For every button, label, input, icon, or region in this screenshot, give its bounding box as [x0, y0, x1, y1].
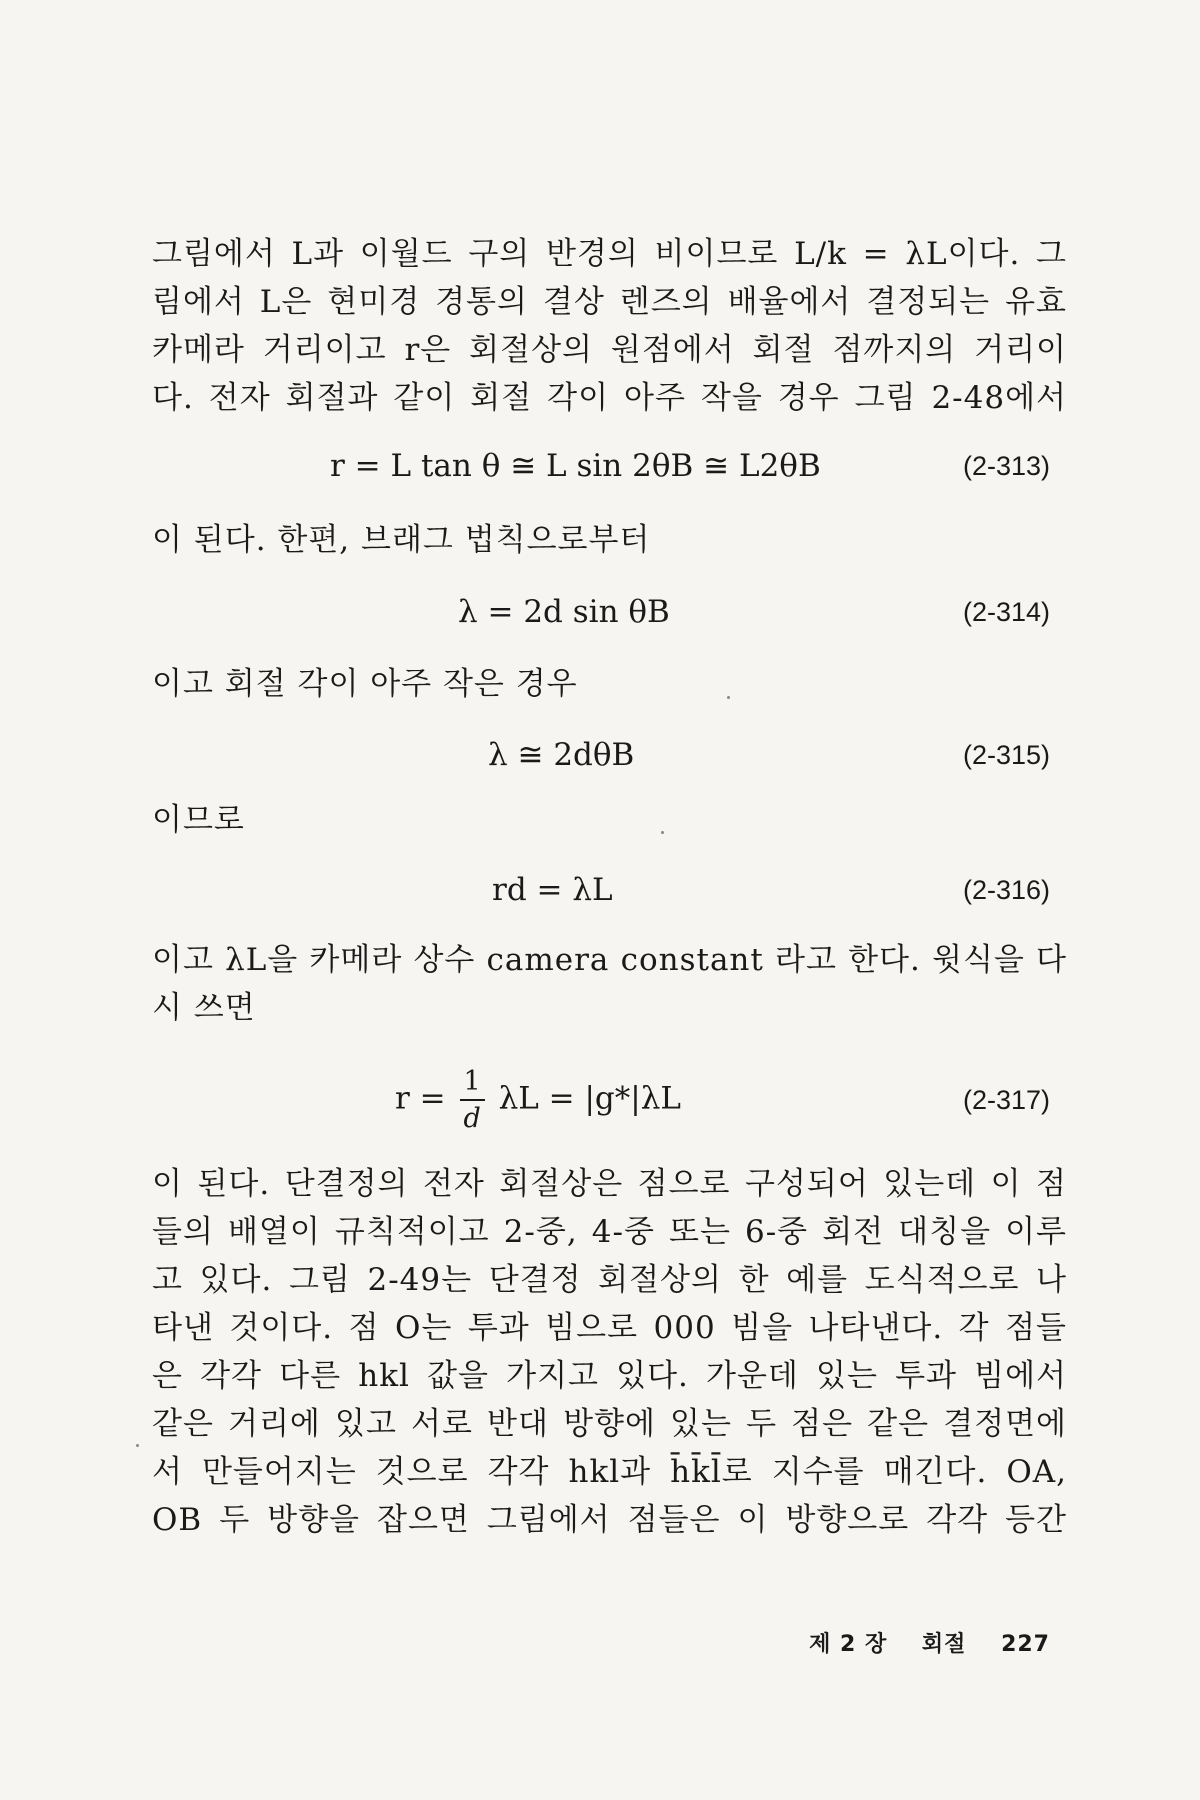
fraction — [460, 1068, 485, 1132]
paragraph-6 — [152, 1160, 1067, 1544]
text-line: 타낸 것이다. 점 O는 투과 빔으로 000 빔을 나타낸다. 각 점들 — [152, 1310, 1067, 1346]
text-line: 카메라 거리이고 r은 회절상의 원점에서 회절 점까지의 거리이 — [152, 332, 1067, 368]
equation-number: (2-315) — [962, 740, 1050, 770]
fraction-denominator: d — [463, 1103, 481, 1134]
page-footer — [809, 1627, 1050, 1658]
text-line: 다. 전자 회절과 같이 회절 각이 아주 작을 경우 그림 2-48에서 — [152, 380, 1067, 416]
scan-speck — [136, 1444, 139, 1447]
paragraph-5 — [152, 936, 1067, 1032]
text-line: 이고 λL을 카메라 상수 camera constant 라고 한다. 윗식을 다 — [152, 942, 1067, 978]
equation-2-314: λ = 2d sin θB — [458, 594, 670, 630]
text-line: 시 쓰면 — [152, 990, 256, 1026]
text-line: 서 만들어지는 것으로 각각 hkl과 h̄k̄l̄로 지수를 매긴다. OA, — [152, 1454, 1067, 1490]
paragraph-4 — [152, 796, 1067, 844]
paragraph-1 — [152, 230, 1067, 422]
equation-rhs: λL = |g*|λL — [498, 1080, 681, 1117]
text-line: 이 된다. 단결정의 전자 회절상은 점으로 구성되어 있는데 이 점 — [152, 1166, 1067, 1202]
text-line: 림에서 L은 현미경 경통의 결상 렌즈의 배율에서 결정되는 유효 — [152, 284, 1067, 320]
equation-2-316: rd = λL — [492, 872, 613, 908]
equation-number: (2-314) — [962, 597, 1050, 627]
page-number: 227 — [1001, 1632, 1050, 1657]
text-line: 들의 배열이 규칙적이고 2-중, 4-중 또는 6-중 회전 대칭을 이루 — [152, 1214, 1067, 1250]
equation-number: (2-313) — [962, 451, 1050, 481]
text-line: 고 있다. 그림 2-49는 단결정 회절상의 한 예를 도식적으로 나 — [152, 1262, 1067, 1298]
fraction-numerator: 1 — [460, 1068, 485, 1101]
section-label: 회절 — [921, 1632, 967, 1657]
equation-number: (2-316) — [962, 875, 1050, 905]
paragraph-3 — [152, 660, 1067, 708]
text-line: 이고 회절 각이 아주 작은 경우 — [152, 666, 578, 702]
text-line: 이므로 — [152, 802, 245, 838]
text-line: 은 각각 다른 hkl 값을 가지고 있다. 가운데 있는 투과 빔에서 — [152, 1358, 1067, 1394]
equation-2-315: λ ≅ 2dθB — [488, 737, 635, 773]
text-line: 그림에서 L과 이월드 구의 반경의 비이므로 L/k = λL이다. 그 — [152, 236, 1067, 272]
scan-speck — [661, 831, 664, 834]
paragraph-2 — [152, 516, 1067, 564]
equation-number: (2-317) — [962, 1085, 1050, 1115]
scan-speck — [727, 696, 730, 699]
equation-lhs: r = — [395, 1080, 446, 1117]
chapter-label: 제 2 장 — [809, 1632, 888, 1657]
text-line: OB 두 방향을 잡으면 그림에서 점들은 이 방향으로 각각 등간 — [152, 1502, 1067, 1538]
equation-2-317 — [395, 1068, 681, 1132]
text-line: 같은 거리에 있고 서로 반대 방향에 있는 두 점은 같은 결정면에 — [152, 1406, 1067, 1442]
text-line: 이 된다. 한편, 브래그 법칙으로부터 — [152, 522, 651, 558]
equation-2-313: r = L tan θ ≅ L sin 2θB ≅ L2θB — [330, 448, 821, 484]
